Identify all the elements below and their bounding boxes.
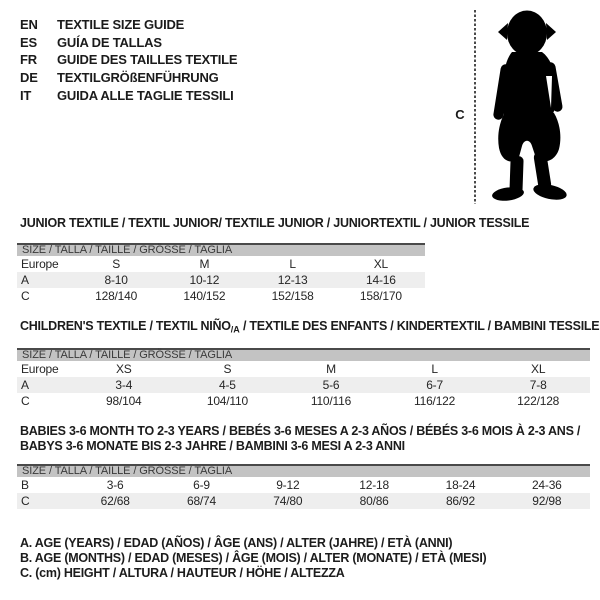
language-list — [20, 16, 237, 104]
language-title: GUIDE DES TAILLES TEXTILE — [57, 52, 238, 68]
footnotes — [20, 536, 486, 582]
babies-size-table — [17, 464, 590, 509]
language-code: EN — [20, 17, 38, 33]
children-title-text: CHILDREN'S TEXTILE / TEXTIL NIÑO — [20, 319, 231, 333]
row-label: B — [21, 478, 29, 492]
row-label: C — [21, 394, 30, 408]
language-row — [20, 16, 237, 34]
language-code: ES — [20, 34, 37, 50]
size-cell: 68/74 — [186, 494, 216, 508]
footnote-c: C. (cm) HEIGHT / ALTURA / HAUTEUR / HÖHE / ALTEZZA — [20, 566, 345, 581]
language-code: DE — [20, 70, 38, 86]
babies-title-line: BABYS 3-6 MONATE BIS 2-3 JAHRE / BAMBINI 3-6 MESI A 2-3 ANNI — [20, 438, 405, 453]
size-cell: 6-7 — [426, 378, 443, 392]
children-table-title — [20, 319, 599, 335]
height-measure-label: C — [455, 107, 465, 122]
size-cell: L — [431, 362, 438, 376]
table-row — [17, 272, 425, 288]
size-cell: M — [199, 257, 210, 271]
size-cell: M — [326, 362, 336, 376]
babies-table-title — [20, 424, 580, 453]
size-header-band: SIZE / TALLA / TAILLE / GRÖSSE / TAGLIA — [17, 464, 590, 477]
table-row — [17, 288, 425, 304]
size-cell: 24-36 — [531, 478, 562, 492]
size-cell: 92/98 — [532, 494, 562, 508]
size-cell: 3-4 — [115, 378, 133, 392]
table-row — [17, 256, 425, 272]
size-cell: 12-18 — [359, 478, 389, 492]
size-cell: 110/116 — [310, 394, 352, 408]
size-cell: 98/104 — [106, 394, 142, 408]
language-code: FR — [20, 52, 37, 68]
footnote-a: A. AGE (YEARS) / EDAD (AÑOS) / ÂGE (ANS) / ALTER (JAHRE) / ETÀ (ANNI) — [20, 536, 453, 550]
row-label: C — [21, 494, 30, 508]
size-cell: S — [112, 257, 121, 271]
size-cell: 140/152 — [183, 289, 226, 303]
children-size-table — [17, 348, 590, 409]
size-cell: 7-8 — [529, 378, 547, 392]
size-header-band: SIZE / TALLA / TAILLE / GRÖSSE / TAGLIA — [17, 243, 425, 256]
size-cell: 5-6 — [322, 378, 340, 392]
size-cell: 12-13 — [277, 273, 308, 287]
row-label: C — [21, 289, 30, 303]
size-cell: 10-12 — [189, 273, 220, 287]
table-row — [17, 361, 590, 377]
size-cell: XL — [373, 257, 389, 271]
size-cell: 4-5 — [219, 378, 236, 392]
size-cell: 104/110 — [206, 394, 248, 408]
language-title: GUÍA DE TALLAS — [57, 34, 162, 50]
language-row — [20, 51, 237, 69]
size-cell: 6-9 — [193, 478, 210, 492]
size-cell: 158/170 — [359, 289, 402, 303]
children-title-text: / TEXTILE DES ENFANTS / KINDERTEXTIL / BAMBINI TESSILE — [239, 319, 600, 333]
size-cell: 14-16 — [366, 273, 396, 287]
size-cell: L — [289, 257, 296, 271]
language-row — [20, 86, 237, 104]
children-title-subscript: /A — [230, 324, 240, 335]
size-cell: 8-10 — [104, 273, 128, 287]
size-cell: 86/92 — [445, 494, 475, 508]
language-row — [20, 69, 237, 87]
table-row — [17, 477, 590, 493]
toddler-silhouette-icon — [490, 6, 574, 208]
table-row — [17, 377, 590, 393]
size-cell: 18-24 — [445, 478, 476, 492]
height-dotted-line — [474, 10, 476, 204]
size-cell: 3-6 — [106, 478, 124, 492]
language-code: IT — [20, 87, 32, 103]
size-cell: 74/80 — [273, 494, 303, 508]
row-label: A — [21, 273, 29, 287]
size-header-band: SIZE / TALLA / TAILLE / GRÖSSE / TAGLIA — [17, 348, 590, 361]
row-label: Europe — [21, 257, 59, 271]
size-cell: XS — [115, 362, 132, 376]
language-title: GUIDA ALLE TAGLIE TESSILI — [57, 87, 234, 103]
language-title: TEXTILE SIZE GUIDE — [57, 17, 185, 33]
junior-size-table — [17, 243, 425, 304]
size-cell: XL — [531, 362, 546, 376]
row-label: Europe — [21, 362, 59, 376]
row-label: A — [21, 378, 29, 392]
size-cell: 116/122 — [414, 394, 456, 408]
footnote-b: B. AGE (MONTHS) / EDAD (MESES) / ÂGE (MOIS) / ALTER (MONATE) / ETÀ (MESI) — [20, 551, 487, 566]
table-row — [17, 393, 590, 409]
language-title: TEXTILGRÖßENFÜHRUNG — [57, 70, 219, 86]
table-row — [17, 493, 590, 509]
size-cell: 122/128 — [517, 394, 560, 408]
junior-table-title: JUNIOR TEXTILE / TEXTIL JUNIOR/ TEXTILE JUNIOR / JUNIORTEXTIL / JUNIOR TESSILE — [20, 216, 530, 230]
size-cell: S — [223, 362, 232, 376]
size-cell: 80/86 — [359, 494, 389, 508]
size-cell: 9-12 — [276, 478, 300, 492]
size-cell: 62/68 — [100, 494, 130, 508]
language-row — [20, 34, 237, 52]
size-cell: 152/158 — [271, 289, 314, 303]
babies-title-line: BABIES 3-6 MONTH TO 2-3 YEARS / BEBÉS 3-6 MESES A 2-3 AÑOS / BÉBÉS 3-6 MOIS À 2-3 ANS / — [20, 424, 581, 438]
size-cell: 128/140 — [95, 289, 138, 303]
